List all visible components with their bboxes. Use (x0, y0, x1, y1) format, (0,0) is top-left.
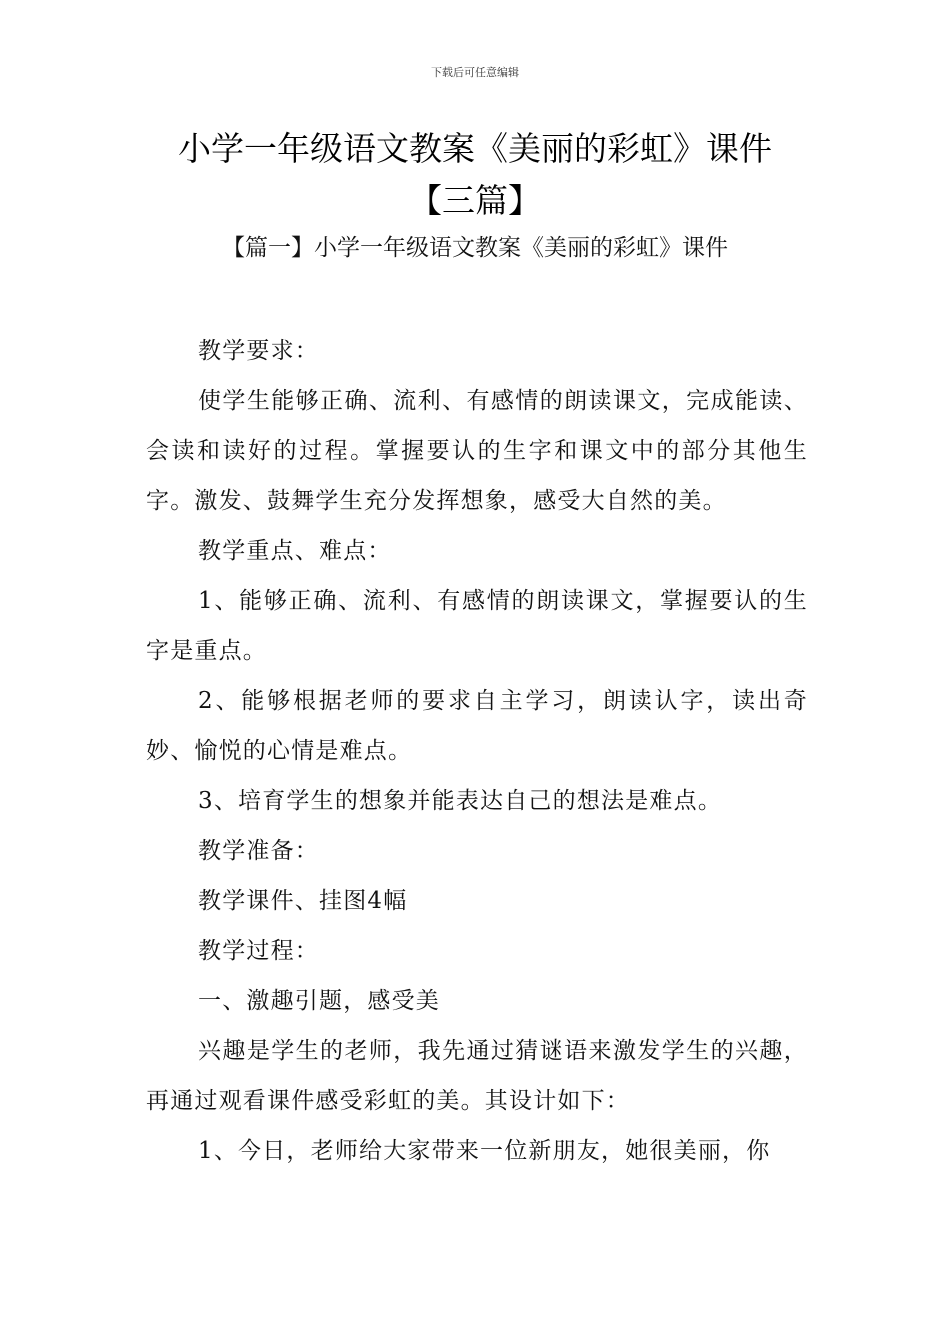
document-title-line-2: 【三篇】 (409, 181, 541, 220)
paragraph-preparation-heading: 教学准备： (198, 838, 319, 864)
paragraph-teaching-requirements: 使学生能够正确、流利、有感情的朗读课文，完成能读、会读和读好的过程。掌握要认的生字和课文中的部分其他生字。激发、鼓舞学生充分发挥想象，感受大自然的美。 (146, 388, 808, 514)
paragraph-preparation: 教学课件、挂图4幅 (198, 888, 408, 914)
header-note: 下载后可任意编辑 (431, 66, 519, 79)
paragraph-key-point-2: 2、能够根据老师的要求自主学习，朗读认字，读出奇妙、愉悦的心情是难点。 (146, 688, 808, 764)
paragraph-step-1-item-1: 1、今日，老师给大家带来一位新朋友，她很美丽，你 (198, 1138, 771, 1164)
section-subtitle: 【篇一】小学一年级语文教案《美丽的彩虹》课件 (222, 235, 728, 261)
paragraph-process-heading: 教学过程： (198, 938, 319, 964)
document-title-line-1: 小学一年级语文教案《美丽的彩虹》课件 (178, 129, 772, 168)
paragraph-step-1-description: 兴趣是学生的老师，我先通过猜谜语来激发学生的兴趣，再通过观看课件感受彩虹的美。其设计如下： (146, 1038, 808, 1114)
document-body (146, 326, 808, 1176)
paragraph-key-point-3: 3、培育学生的想象并能表达自己的想法是难点。 (198, 788, 723, 814)
paragraph-step-1-heading: 一、激趣引题，感受美 (198, 988, 440, 1014)
paragraph-key-points-heading: 教学重点、难点： (198, 538, 392, 564)
paragraph-teaching-requirements-heading: 教学要求： (198, 338, 319, 364)
paragraph-key-point-1: 1、能够正确、流利、有感情的朗读课文，掌握要认的生字是重点。 (146, 588, 808, 664)
